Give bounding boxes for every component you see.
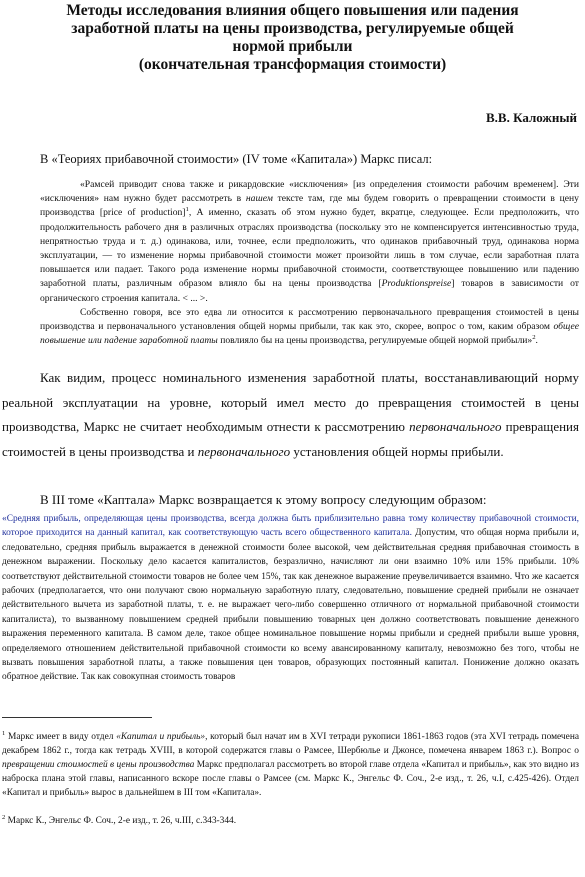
- quote1-text-c: , А именно, сказать об этом нужно будет, вкратце, следующее. Если предположить, что продолжительность рабочего дня в различных отраслях производства (поскольку это не компенсируется интенсивностью труда, непрятностью труда и т. д.) одинакова, или, точнее, если предположить, что одинаков прибавочный труд, одинакова норма эксплуатации, — то изменение нормы прибавочной стоимости может произойти лишь в том случае, если заработная плата повышается или падает. Такого рода изменение нормы прибавочной стоимости, соответствующее повышению или падению заработной платы, различным образом влияло бы на цены производства [: [40, 207, 579, 290]
- body1-emphasis-b: первоначального: [197, 443, 291, 459]
- footnote1-text-b: , который был начат им в XVI тетради рукописи 1861-1863 годов (эта XVI тетрадь помечена декабрем 1862 г., тогда как тетрадь XVIII, в которой содержатся главы о Рамсее, Шербюлье и Джонсе, помечена январем 1863 г.). Вопрос о: [2, 732, 579, 757]
- footnote-ref-2[interactable]: 2: [532, 334, 536, 342]
- quote1-emphasis-a: нашем: [245, 193, 273, 205]
- quote2-text-b: повлияло бы на цены производства, регулируемые общей нормой прибыли»: [217, 335, 533, 347]
- footnote-1-marker: 1: [2, 730, 6, 738]
- body1-emphasis-a: первоначального: [409, 419, 502, 434]
- quote2-emphasis: общее повышение или падение заработной платы: [40, 321, 579, 347]
- title-line-1: Методы исследования влияния общего повышения или падения: [66, 2, 519, 19]
- author-name: В.В. Каложный: [486, 110, 577, 125]
- page-title: [6, 2, 579, 74]
- footnote1-emphasis-b: превращении стоимостей в цены производства: [2, 760, 195, 771]
- footnote-2: [2, 814, 579, 828]
- quote1-emphasis-c: Produktionspreise: [381, 278, 452, 290]
- quote1-text-b: тексте там, где мы будем говорить о превращении стоимости в цену производства [price of production]: [40, 193, 579, 219]
- capital-quote-rest: Допустим, что общая норма прибыли и, следовательно, средняя прибыль выражается в денежной стоимости более высокой, чем действительная средняя прибавочная стоимость в денежном выражении. Поскольку дело касается капиталистов, безразлично, начисляют ли они взаимно 10% или 15% прибыли. 10% соответствуют действительной стоимости товаров не более чем 15%, так как денежное выражение преувеличивается взаимно. Что же касается рабочих (предполагается, что они получают свою нормальную заработную плату, следовательно, повышение средней прибыли не означает действительного вычета из заработной платы, т. е. не выражает чего-либо совершенно отличного от нормальной прибавочной стоимости капиталиста), то вызванному повышением средней прибыли повышению товарных цен должно соответствовать повышение денежного выражения переменного капитала. В самом деле, такое общее номинальное повышение нормы прибыли и средней прибыли выше уровня, определяемого отношением действительной прибавочной стоимости ко всему авансированному капиталу, невозможно без того, чтобы не вызвать повышения заработной платы, а также повышения цен товаров, образующих постоянный капитал. Понижение должно оказать обратное действие. Так как совокупная стоимость товаров: [2, 528, 579, 683]
- body-paragraph-2: В III томе «Каптала» Маркс возвращается к этому вопросу следующим образом:: [40, 492, 487, 507]
- footnote-2-marker: 2: [2, 814, 6, 822]
- footnote1-emphasis-a: «Капитал и прибыль»: [116, 732, 206, 743]
- body-paragraph-1: [2, 366, 579, 464]
- quote2-text-c: .: [535, 335, 538, 347]
- title-line-2: заработной платы на цены производства, регулируемые общей: [71, 20, 514, 37]
- quote-paragraph-1: [40, 178, 579, 306]
- quote2-text-a: Собственно говоря, все это едва ли относится к рассмотрению первоначального превращения стоимостей в цены производства и первоначального установления общей нормы прибыли, так как это, скорее, вопрос о том, каким образом: [40, 307, 579, 333]
- footnote-ref-1[interactable]: 1: [185, 206, 189, 214]
- body1-text-a: Как видим, процесс номинального изменения заработной платы, восстанавливающий норму реальной эксплуатации на уровне, который имел место до превращения стоимостей в цены производства, Маркс не считает необходимым отнести к рассмотрению: [2, 370, 579, 434]
- footnote-divider: [2, 717, 152, 718]
- body1-text-b: превращения стоимостей в цены производства и: [2, 419, 579, 459]
- title-line-3: нормой прибыли: [232, 38, 353, 55]
- capital-quote-paragraph: [2, 512, 579, 685]
- title-line-4: (окончательная трансформация стоимости): [138, 56, 447, 73]
- footnote2-text-a: Маркс К., Энгельс Ф. Соч., 2-е изд., т. 26, ч.III, с.343-344.: [5, 816, 237, 827]
- footnote-1: [2, 730, 579, 800]
- body1-text-c: установления общей нормы прибыли.: [290, 443, 504, 459]
- quote1-text-d: ] товаров в зависимости от органического строения капитала. < ... >.: [40, 278, 579, 304]
- capital-quote-highlighted: «Средняя прибыль, определяющая цены производства, всегда должна быть приблизительно равна тому количеству прибавочной стоимости, которое приходится на данный капитал, как соответствующую часть всего общественного капитала.: [2, 514, 579, 539]
- intro-paragraph: В «Теориях прибавочной стоимости» (IV томе «Капитала») Маркс писал:: [40, 152, 433, 166]
- footnote1-text-c: Маркс предполагал рассмотреть во второй главе отдела «Капитал и прибыль», как это видно из наброска плана этой главы, написанного вскоре после главы о Рамсее (см. Маркс К., Энгельс Ф. Соч., 2-е изд., т. 26, ч.I, с.425-426). Отдел «Капитал и прибыль» вырос в дальнейшем в III том «Капитала».: [2, 760, 580, 799]
- footnote1-text-a: Маркс имеет в виду отдел: [5, 732, 117, 743]
- quote1-text-a: «Рамсей приводит снова также и рикардовские «исключения» [из определения стоимости рабочим временем]. Эти «исключения» нам нужно будет рассмотреть в: [40, 179, 579, 205]
- quote-paragraph-2: [40, 306, 579, 349]
